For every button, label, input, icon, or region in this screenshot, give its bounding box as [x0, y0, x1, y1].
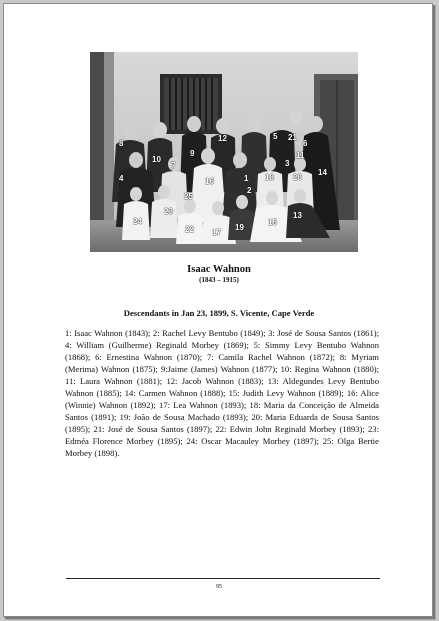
family-photo-image [90, 52, 358, 252]
photo-label: 24 [133, 217, 142, 226]
photo-dates: (1843 – 1915) [199, 276, 239, 284]
photo-label: 7 [171, 161, 176, 170]
photo-label: 19 [235, 223, 244, 232]
photo-label: 14 [318, 168, 327, 177]
photo-label: 23 [164, 207, 173, 216]
photo-label: 9 [190, 149, 195, 158]
photo-label: 2 [247, 186, 252, 195]
caption-text: 1: Isaac Wahnon (1843); 2: Rachel Levy Bentubo (1849); 3: José de Sousa Santos (1861); 4: William (Guilherme) Reginald Morbey (1869); 5: Simmy Levy Bentubo Wahnon (1868); 6: Ernestina Wahnon (1870); 7: Camila Rachel Wahnon (1872); 8: Myriam (Merima) Wahnon (1875); 9:Jaime (James) Wahnon (1877); 10: Regina Wahnon (1880); 11: Laura Wahnon (1881); 12: Jacob Wahnon (1883); 13: Aldegundes Levy Bentubo Wahnon (1885); 14: Carmen Wahnon (1888); 15: Judith Levy Wahnon (1889); 16: Alice (Winnie) Wahnon (1892); 17: Lea Wahnon (1893); 18: Maria da Conceição de Almeida Santos (1891); 19: João de Sousa Machado (1893); 20: Maria Eduarda de Sousa Santos (1895); 21: José de Sousa Santos (1897); 22: Edwin John Reginald Morbey (1893); 23: Edméa Florence Morbey (1895); 24: Oscar Macauley Morbey (1897); 25: Olga Bertie Morbey (1898). [65, 328, 379, 458]
family-photograph [90, 52, 358, 252]
photo-label: 21 [288, 133, 297, 142]
photo-label: 22 [185, 225, 194, 234]
photo-label: 16 [205, 177, 214, 186]
footer-divider [66, 578, 380, 579]
photo-title: Isaac Wahnon [187, 264, 251, 275]
photo-label: 11 [296, 151, 305, 160]
photo-label: 4 [119, 174, 124, 183]
document-page [3, 3, 433, 617]
page-number: 95 [216, 584, 222, 590]
photo-label: 20 [293, 173, 302, 182]
photo-label: 1 [244, 174, 249, 183]
photo-label: 17 [212, 228, 221, 237]
photo-label: 18 [265, 173, 274, 182]
photo-label: 6 [303, 139, 308, 148]
photo-label: 5 [273, 132, 278, 141]
photo-label: 10 [152, 155, 161, 164]
photo-label: 8 [119, 139, 124, 148]
photo-label: 12 [218, 134, 227, 143]
photo-label: 3 [285, 159, 290, 168]
photo-label: 15 [268, 218, 277, 227]
photo-label: 13 [293, 211, 302, 220]
caption-heading: Descendants in Jan 23, 1899, S. Vicente, Cape Verde [123, 308, 315, 318]
photo-label: 25 [184, 192, 193, 201]
